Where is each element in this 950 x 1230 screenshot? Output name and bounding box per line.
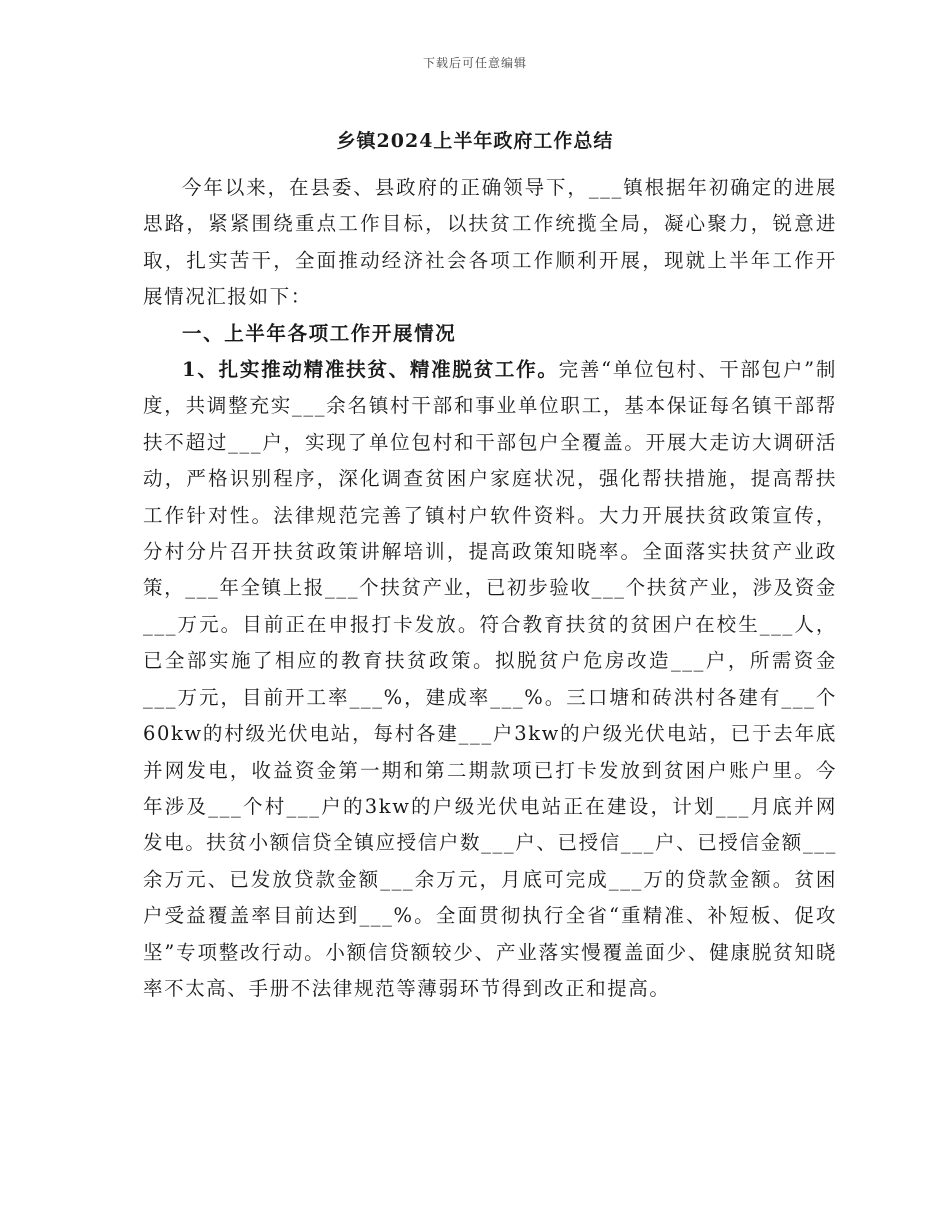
section-heading: 一、上半年各项工作开展情况 (182, 321, 457, 345)
document-title: 乡镇2024上半年政府工作总结 (336, 130, 614, 152)
item-body: 完善“单位包村、干部包户”制度，共调整充实___余名镇村干部和事业单位职工，基本保证每名镇干部帮扶不超过___户，实现了单位包村和干部包户全覆盖。开展大走访大调研活动，严格识别程序，深化调查贫困户家庭状况，强化帮扶措施，提高帮扶工作针对性。法律规范完善了镇村户软件资料。大力开展扶贫政策宣传，分村分片召开扶贫政策讲解培训，提高政策知晓率。全面落实扶贫产业政策，___年全镇上报___个扶贫产业，已初步验收___个扶贫产业，涉及资金___万元。目前正在申报打卡发放。符合教育扶贫的贫困户在校生___人，已全部实施了相应的教育扶贫政策。拟脱贫户危房改造___户，所需资金___万元，目前开工率___%，建成率___%。三口塘和砖洪村各建有___个60kw的村级光伏电站，每村各建___户3kw的户级光伏电站，已于去年底并网发电，收益资金第一期和第二期款项已打卡发放到贫困户账户里。今年涉及___个村___户的3kw的户级光伏电站正在建设，计划___月底并网发电。扶贫小额信贷全镇应授信户数___户、已授信___户、已授信金额___余万元、已发放贷款金额___余万元，月底可完成___万的贷款金额。贫困户受益覆盖率目前达到___%。全面贯彻执行全省“重精准、补短板、促攻坚”专项整改行动。小额信贷额较少、产业落实慢覆盖面少、健康脱贫知晓率不太高、手册不法律规范等薄弱环节得到改正和提高。 (143, 358, 837, 1000)
item-paragraph (143, 352, 837, 1007)
item-lead: 1、扎实推动精准扶贫、精准脱贫工作。 (182, 358, 559, 382)
document-body (143, 170, 837, 1007)
header-note: 下载后可任意编辑 (422, 56, 527, 70)
intro-paragraph: 今年以来，在县委、县政府的正确领导下，___镇根据年初确定的进展思路，紧紧围绕重点工作目标，以扶贫工作统揽全局，凝心聚力，锐意进取，扎实苦干，全面推动经济社会各项工作顺利开展，现就上半年工作开展情况汇报如下： (143, 176, 837, 309)
